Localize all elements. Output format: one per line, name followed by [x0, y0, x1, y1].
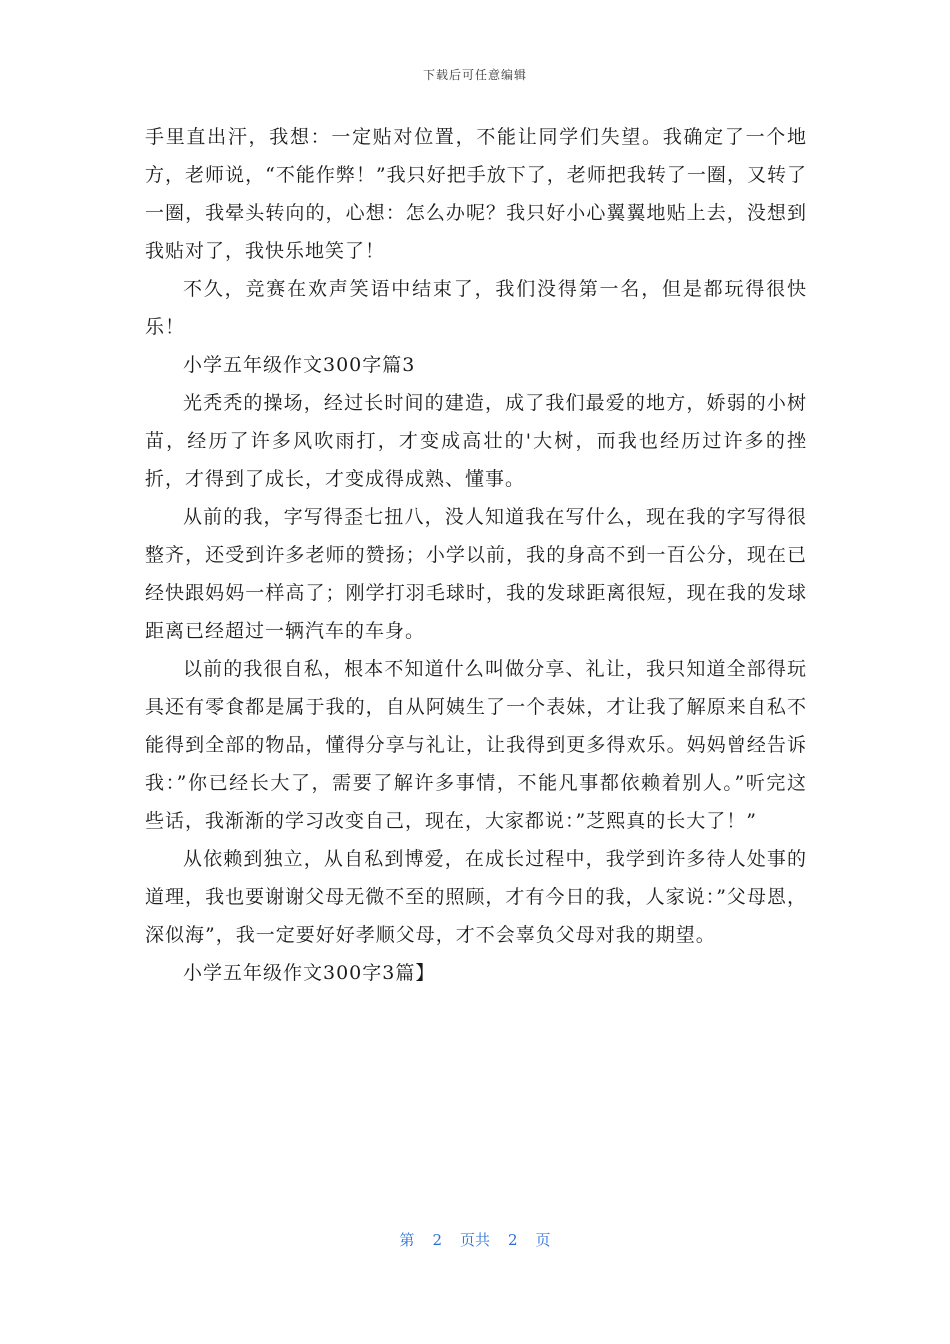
closing-line: 小学五年级作文300字3篇】: [183, 962, 436, 984]
section-heading: 小学五年级作文300字篇3: [183, 354, 416, 376]
footer-total-pages: 2: [508, 1231, 518, 1249]
paragraph: 手里直出汗，我想：一定贴对位置，不能让同学们失望。我确定了一个地方，老师说，“不能作弊！”我只好把手放下了，老师把我转了一圈，又转了一圈，我晕头转向的，心想：怎么办呢？我只好小心翼翼地贴上去，没想到我贴对了，我快乐地笑了！: [145, 126, 807, 262]
page-footer: [0, 1229, 950, 1250]
paragraph: 从前的我，字写得歪七扭八，没人知道我在写什么，现在我的字写得很整齐，还受到许多老师的赞扬；小学以前，我的身高不到一百公分，现在已经快跟妈妈一样高了；刚学打羽毛球时，我的发球距离很短，现在我的发球距离已经超过一辆汽车的车身。: [145, 506, 807, 642]
paragraph: 从依赖到独立，从自私到博爱，在成长过程中，我学到许多待人处事的道理，我也要谢谢父母无微不至的照顾，才有今日的我，人家说：”父母恩，深似海”，我一定要好好孝顺父母，才不会辜负父母对我的期望。: [145, 848, 807, 946]
paragraph: 以前的我很自私，根本不知道什么叫做分享、礼让，我只知道全部得玩具还有零食都是属于我的，自从阿姨生了一个表妹，才让我了解原来自私不能得到全部的物品，懂得分享与礼让，让我得到更多得欢乐。妈妈曾经告诉我：”你已经长大了，需要了解许多事情，不能凡事都依赖着别人。”听完这些话，我渐渐的学习改变自己，现在，大家都说：”芝熙真的长大了！”: [145, 658, 807, 832]
footer-label-ye-gong: 页共: [459, 1231, 490, 1249]
paragraph: 不久，竞赛在欢声笑语中结束了，我们没得第一名，但是都玩得很快乐！: [145, 278, 807, 338]
paragraph: 光秃秃的操场，经过长时间的建造，成了我们最爱的地方，娇弱的小树苗，经历了许多风吹雨打，才变成高壮的'大树，而我也经历过许多的挫折，才得到了成长，才变成得成熟、懂事。: [145, 392, 807, 490]
footer-label-di: 第: [399, 1231, 415, 1249]
footer-current-page: 2: [432, 1231, 442, 1249]
document-body: [145, 118, 807, 992]
page-header: 下载后可任意编辑: [422, 68, 527, 82]
footer-label-ye: 页: [535, 1231, 551, 1249]
